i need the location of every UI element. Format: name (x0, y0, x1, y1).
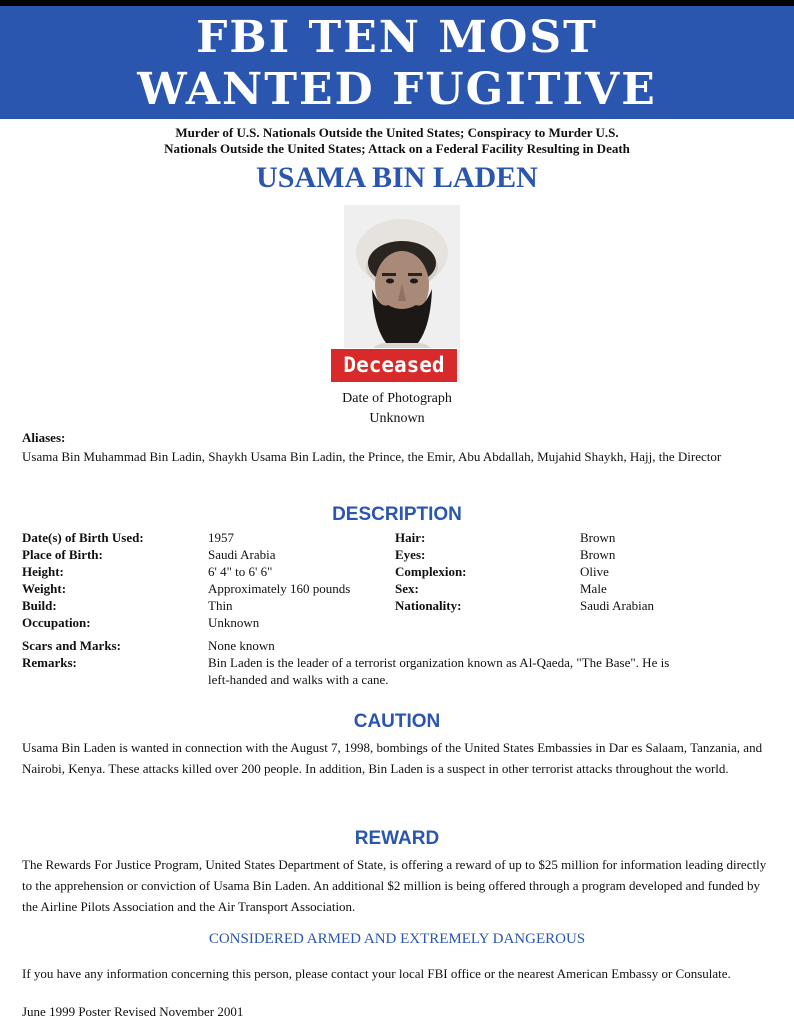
occupation-value: Unknown (208, 615, 260, 630)
reward-heading: REWARD (354, 828, 440, 849)
height-value: 6' 4" to 6' 6" (208, 564, 273, 579)
deceased-badge: Deceased (330, 348, 458, 383)
scars-value: None known (208, 638, 275, 653)
contact-instructions: If you have any information concerning this person, please contact your local FBI office or the nearest American Embassy or Consulate. (22, 966, 731, 981)
banner-title-line-1: FBI TEN MOST (196, 12, 598, 63)
reward-text: The Rewards For Justice Program, United States Department of State, is offering a reward of up to $25 million for information leading directly to the apprehension or conviction of Usama Bin Laden. An additional $2 million is being offered through a program developed and funded by the Airline Pilots Association and the Air Transport Association. (22, 857, 767, 914)
complexion-value: Olive (580, 564, 609, 579)
sex-value: Male (580, 581, 607, 596)
birth-date-label: Date(s) of Birth Used: (22, 530, 144, 545)
eyes-value: Brown (580, 547, 616, 562)
height-label: Height: (22, 564, 64, 579)
charges (80, 125, 714, 157)
scars-label: Scars and Marks: (22, 638, 121, 653)
nationality-value: Saudi Arabian (580, 598, 655, 613)
photo-date (0, 389, 794, 429)
caution-heading: CAUTION (353, 711, 441, 732)
birth-place-label: Place of Birth: (22, 547, 103, 562)
weight-label: Weight: (22, 581, 67, 596)
build-value: Thin (208, 598, 233, 613)
build-label: Build: (22, 598, 57, 613)
poster-banner (0, 6, 794, 119)
remarks-line-1: Bin Laden is the leader of a terrorist organization known as Al-Qaeda, "The Base". He is (208, 655, 670, 670)
banner-title-line-2: WANTED FUGITIVE (137, 64, 657, 115)
aliases-text: Usama Bin Muhammad Bin Ladin, Shaykh Usama Bin Ladin, the Prince, the Emir, Abu Abdallah, Mujahid Shaykh, Hajj, the Director (22, 449, 722, 464)
birth-date-value: 1957 (208, 530, 234, 545)
birth-place-value: Saudi Arabia (208, 547, 276, 562)
weight-value: Approximately 160 pounds (208, 581, 351, 596)
remarks-line-2: left-handed and walks with a cane. (208, 672, 389, 687)
occupation-label: Occupation: (22, 615, 91, 630)
photo-date-label: Date of Photograph (342, 391, 452, 406)
eyes-label: Eyes: (395, 547, 426, 562)
aliases-label: Aliases: (22, 430, 66, 445)
hair-label: Hair: (395, 530, 426, 545)
caution-text: Usama Bin Laden is wanted in connection with the August 7, 1998, bombings of the United States Embassies in Dar es Salaam, Tanzania, and Nairobi, Kenya. These attacks killed over 200 people. In addition, Bin Laden is a suspect in other terrorist attacks throughout the world. (22, 740, 763, 776)
charges-line-1: Murder of U.S. Nationals Outside the United States; Conspiracy to Murder U.S. (175, 125, 619, 140)
photo-date-value: Unknown (369, 411, 425, 426)
nationality-label: Nationality: (395, 598, 462, 613)
hair-value: Brown (580, 530, 616, 545)
remarks-label: Remarks: (22, 655, 77, 670)
complexion-label: Complexion: (395, 564, 467, 579)
poster-date-footer: June 1999 Poster Revised November 2001 (22, 1004, 244, 1019)
charges-line-2: Nationals Outside the United States; Attack on a Federal Facility Resulting in Death (164, 141, 630, 156)
fugitive-name: USAMA BIN LADEN (256, 161, 538, 194)
armed-dangerous-warning: CONSIDERED ARMED AND EXTREMELY DANGEROUS (208, 931, 586, 947)
sex-label: Sex: (395, 581, 419, 596)
description-heading: DESCRIPTION (332, 504, 462, 525)
